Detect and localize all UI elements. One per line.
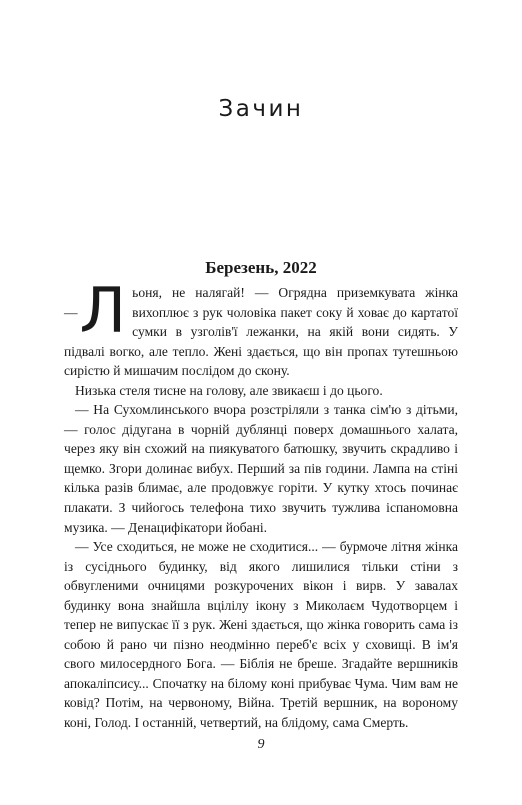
body-text (64, 274, 458, 733)
paragraph-4: — Усе сходиться, не може не сходитися... — бурмоче літня жінка із сусіднього будинку, від якого лишилися тільки стіни з обвугленими очницями розкурочених вікон і вирв. У завалах будинку вона знайшла вцілілу ікону з Миколаєм Чудотворцем і тепер не випускає її з рук. Жені здається, що жінка говорить сама із собою й рано чи пізно неодмінно переб'є всіх у сховищі. В ім'я свого милосердного Бога. — Біблія не бреше. Згадайте вершників апокаліпсису... Спочатку на білому коні прибуває Чума. Чим вам не ковід? Потім, на червоному, Війна. Третій вершник, на вороному коні, Голод. І останній, четвертий, на блідому, сама Смерть. (64, 539, 458, 731)
paragraph-3: — На Сухомлинського вчора розстріляли з танка сім'ю з дітьми, — голос дідугана в чорній дублянці поверх домашнього халата, через яку він схожий на пиякуватого батюшку, звучить скрадливо і щемко. Згори долинає вибух. Перший за пів години. Лампа на стіні кілька разів блимає, але продовжує горіти. У кутку хтось починає плакати. З чийогось телефона тихо звучить тужлива іспаномовна музика. — Денацифікатори йобані. (64, 402, 458, 535)
opening-dash: — (64, 304, 78, 320)
paragraph-1-text: ьоня, не налягай! — Огрядна приземкувата жінка вихоплює з рук чоловіка пакет соку й ховає до картатої сумки в узголів'ї лежанки, на якій вони сидять. У підвалі вогко, але тепло. Жені здається, що він пропах тутешньою сирістю й мишачим послідом до скону. (64, 285, 458, 379)
section-date-heading: Березень, 2022 (205, 258, 317, 277)
paragraph-2: Низька стеля тисне на голову, але звикаєш і до цього. (75, 382, 383, 398)
page-number: 9 (257, 737, 265, 752)
chapter-title: Зачин (218, 96, 304, 122)
paragraph-1 (64, 274, 458, 381)
drop-cap-letter: Л (79, 274, 127, 347)
